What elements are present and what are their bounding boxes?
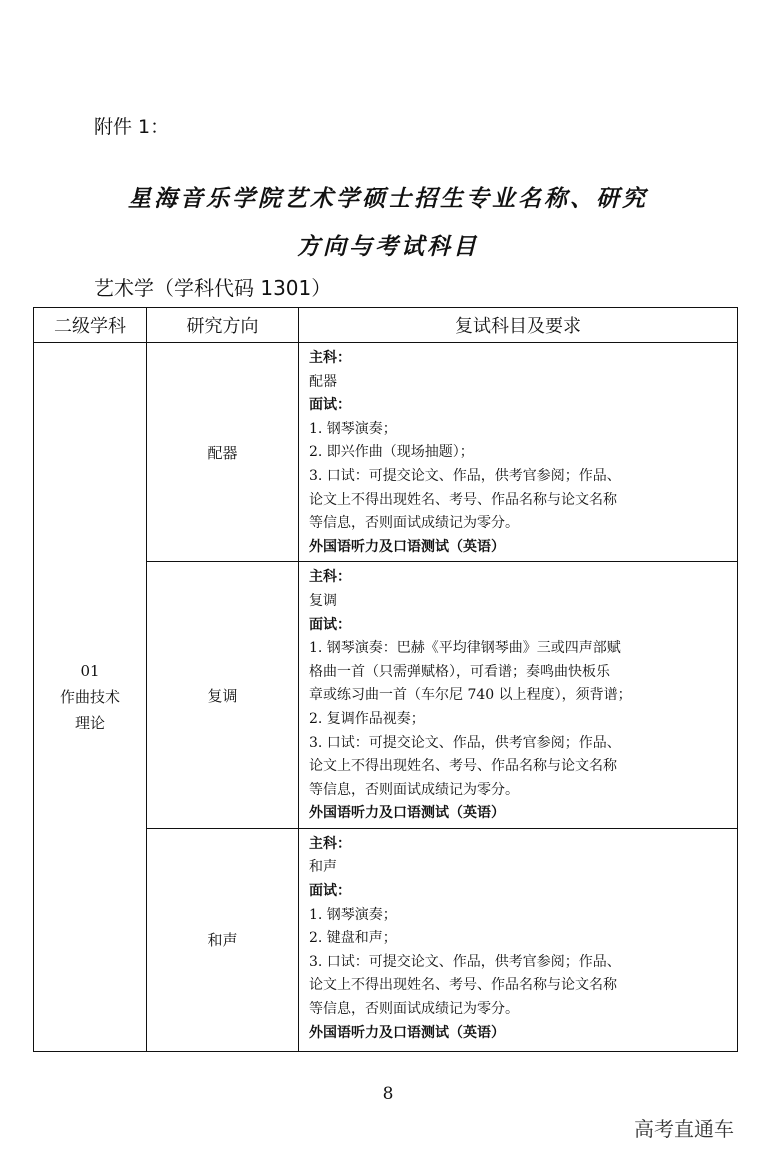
requirements-cell [299, 562, 738, 829]
req-line: 2. 键盘和声； [309, 930, 397, 947]
document-title-line1: 星海音乐学院艺术学硕士招生专业名称、研究 [128, 185, 648, 212]
discipline-name-line1: 作曲技术 [59, 687, 120, 706]
page-number: 8 [382, 1084, 394, 1104]
discipline-name-line2: 理论 [74, 713, 105, 732]
discipline-code: 01 [80, 661, 100, 680]
req-line: 等信息，否则面试成绩记为零分。 [309, 1001, 519, 1018]
req-line: 外国语听力及口语测试（英语） [309, 805, 505, 822]
req-line: 等信息，否则面试成绩记为零分。 [309, 781, 519, 798]
req-line: 1. 钢琴演奏； [309, 420, 397, 437]
req-line: 面试： [309, 397, 351, 414]
table-header-row [34, 308, 738, 343]
attachment-label: 附件 1： [94, 116, 170, 138]
req-line: 3. 口试：可提交论文、作品，供考官参阅；作品、 [309, 734, 621, 751]
document-title-line2: 方向与考试科目 [297, 233, 479, 260]
req-line: 主科： [309, 350, 351, 366]
direction-cell: 配器 [147, 343, 299, 562]
requirements-cell [299, 343, 738, 562]
req-line: 1. 钢琴演奏； [309, 906, 397, 923]
subject-heading: 艺术学（学科代码 1301） [94, 276, 332, 300]
req-line: 1. 钢琴演奏：巴赫《平均律钢琴曲》三或四声部赋 [309, 640, 621, 657]
req-line: 主科： [309, 569, 351, 586]
req-line: 主科： [309, 835, 351, 852]
requirements-cell [299, 828, 738, 1051]
direction-cell: 复调 [147, 562, 299, 829]
header-requirements: 复试科目及要求 [299, 308, 738, 343]
req-line: 格曲一首（只需弹赋格），可看谱；奏鸣曲快板乐 [309, 663, 610, 680]
req-line: 面试： [309, 883, 351, 900]
discipline-cell [34, 343, 147, 1052]
req-line: 2. 复调作品视奏； [309, 710, 425, 727]
req-line: 3. 口试：可提交论文、作品，供考官参阅；作品、 [309, 467, 621, 484]
req-line: 论文上不得出现姓名、考号、作品名称与论文名称 [309, 977, 617, 994]
watermark: 高考直通车 [634, 1117, 734, 1141]
req-line: 配器 [309, 373, 337, 390]
header-direction: 研究方向 [147, 308, 299, 343]
req-line: 外国语听力及口语测试（英语） [309, 1024, 505, 1041]
req-line: 等信息，否则面试成绩记为零分。 [309, 515, 519, 532]
table-row [34, 343, 738, 562]
direction-cell: 和声 [147, 828, 299, 1051]
exam-subjects-table [33, 307, 738, 1052]
req-line: 论文上不得出现姓名、考号、作品名称与论文名称 [309, 491, 617, 508]
req-line: 论文上不得出现姓名、考号、作品名称与论文名称 [309, 758, 617, 775]
req-line: 面试： [309, 616, 351, 633]
req-line: 和声 [309, 859, 337, 876]
req-line: 复调 [309, 592, 337, 609]
req-line: 外国语听力及口语测试（英语） [309, 538, 505, 555]
req-line: 2. 即兴作曲（现场抽题）； [309, 444, 474, 461]
header-discipline: 二级学科 [34, 308, 147, 343]
req-line: 3. 口试：可提交论文、作品，供考官参阅；作品、 [309, 953, 621, 970]
req-line: 章或练习曲一首（车尔尼 740 以上程度），须背谱； [309, 687, 632, 704]
